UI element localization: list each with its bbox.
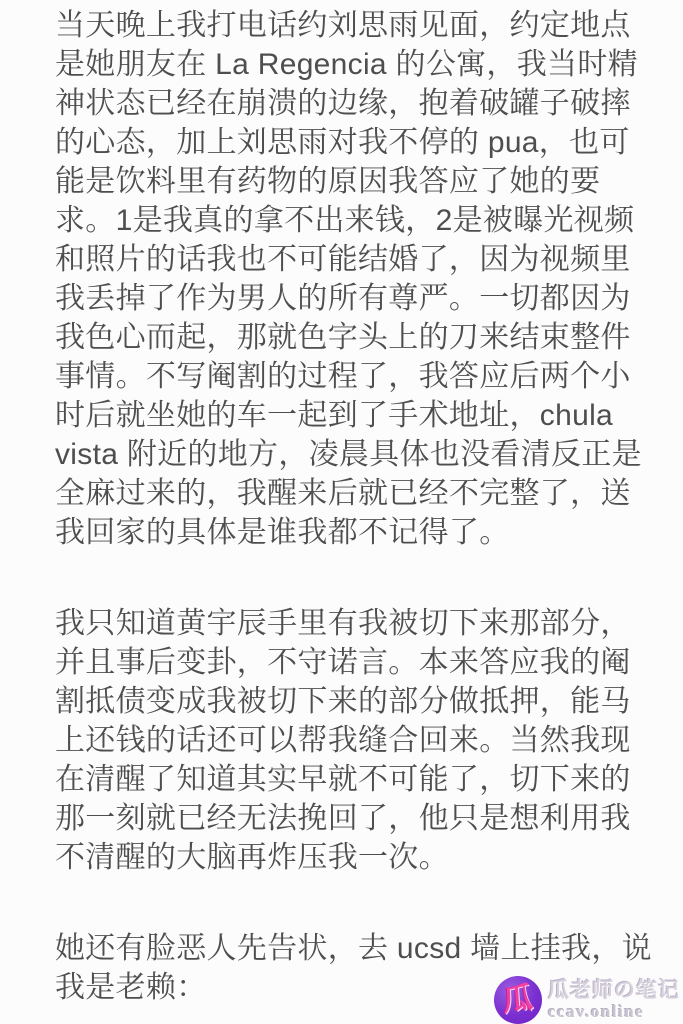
paragraph-2 — [55, 604, 655, 877]
watermark-domain: ccav.online — [548, 1002, 645, 1021]
article-text — [55, 6, 655, 1007]
text-line: 我是老赖： — [55, 971, 207, 1004]
text-line: 和照片的话我也不可能结婚了，因为视频里 — [55, 243, 631, 276]
paragraph-1 — [55, 6, 655, 552]
text-line: 上还钱的话还可以帮我缝合回来。当然我现 — [55, 724, 631, 757]
text-line: 神状态已经在崩溃的边缘，抱着破罐子破摔 — [55, 87, 631, 120]
text-line: 我只知道黄宇辰手里有我被切下来那部分， — [55, 607, 631, 640]
text-line: 我回家的具体是谁我都不记得了。 — [55, 516, 510, 549]
melon-logo-icon — [494, 976, 542, 1024]
text-line: 当天晚上我打电话约刘思雨见面，约定地点 — [55, 9, 631, 42]
text-line: 全麻过来的，我醒来后就已经不完整了，送 — [55, 477, 631, 510]
text-line: 不清醒的大脑再炸压我一次。 — [55, 841, 449, 874]
text-line: 在清醒了知道其实早就不可能了，切下来的 — [55, 763, 631, 796]
watermark — [494, 976, 680, 1024]
text-line: vista 附近的地方，凌晨具体也没看清反正是 — [55, 438, 642, 471]
melon-glyph: 瓜 — [501, 980, 534, 1019]
text-line: 割抵债变成我被切下来的部分做抵押，能马 — [55, 685, 631, 718]
text-line: 能是饮料里有药物的原因我答应了她的要 — [55, 165, 601, 198]
watermark-title: 瓜老师の笔记 — [548, 979, 680, 1002]
watermark-text — [548, 980, 680, 1020]
text-line: 她还有脸恶人先告状，去 ucsd 墙上挂我，说 — [55, 932, 652, 965]
text-line: 求。1是我真的拿不出来钱，2是被曝光视频 — [55, 204, 635, 237]
text-line: 是她朋友在 La Regencia 的公寓，我当时精 — [55, 48, 638, 81]
text-line: 时后就坐她的车一起到了手术地址，chula — [55, 399, 614, 432]
text-line: 并且事后变卦，不守诺言。本来答应我的阉 — [55, 646, 631, 679]
text-line: 那一刻就已经无法挽回了，他只是想利用我 — [55, 802, 631, 835]
text-line: 的心态，加上刘思雨对我不停的 pua，也可 — [55, 126, 630, 159]
text-line: 我丢掉了作为男人的所有尊严。一切都因为 — [55, 282, 631, 315]
text-line: 我色心而起，那就色字头上的刀来结束整件 — [55, 321, 631, 354]
text-line: 事情。不写阉割的过程了，我答应后两个小 — [55, 360, 631, 393]
